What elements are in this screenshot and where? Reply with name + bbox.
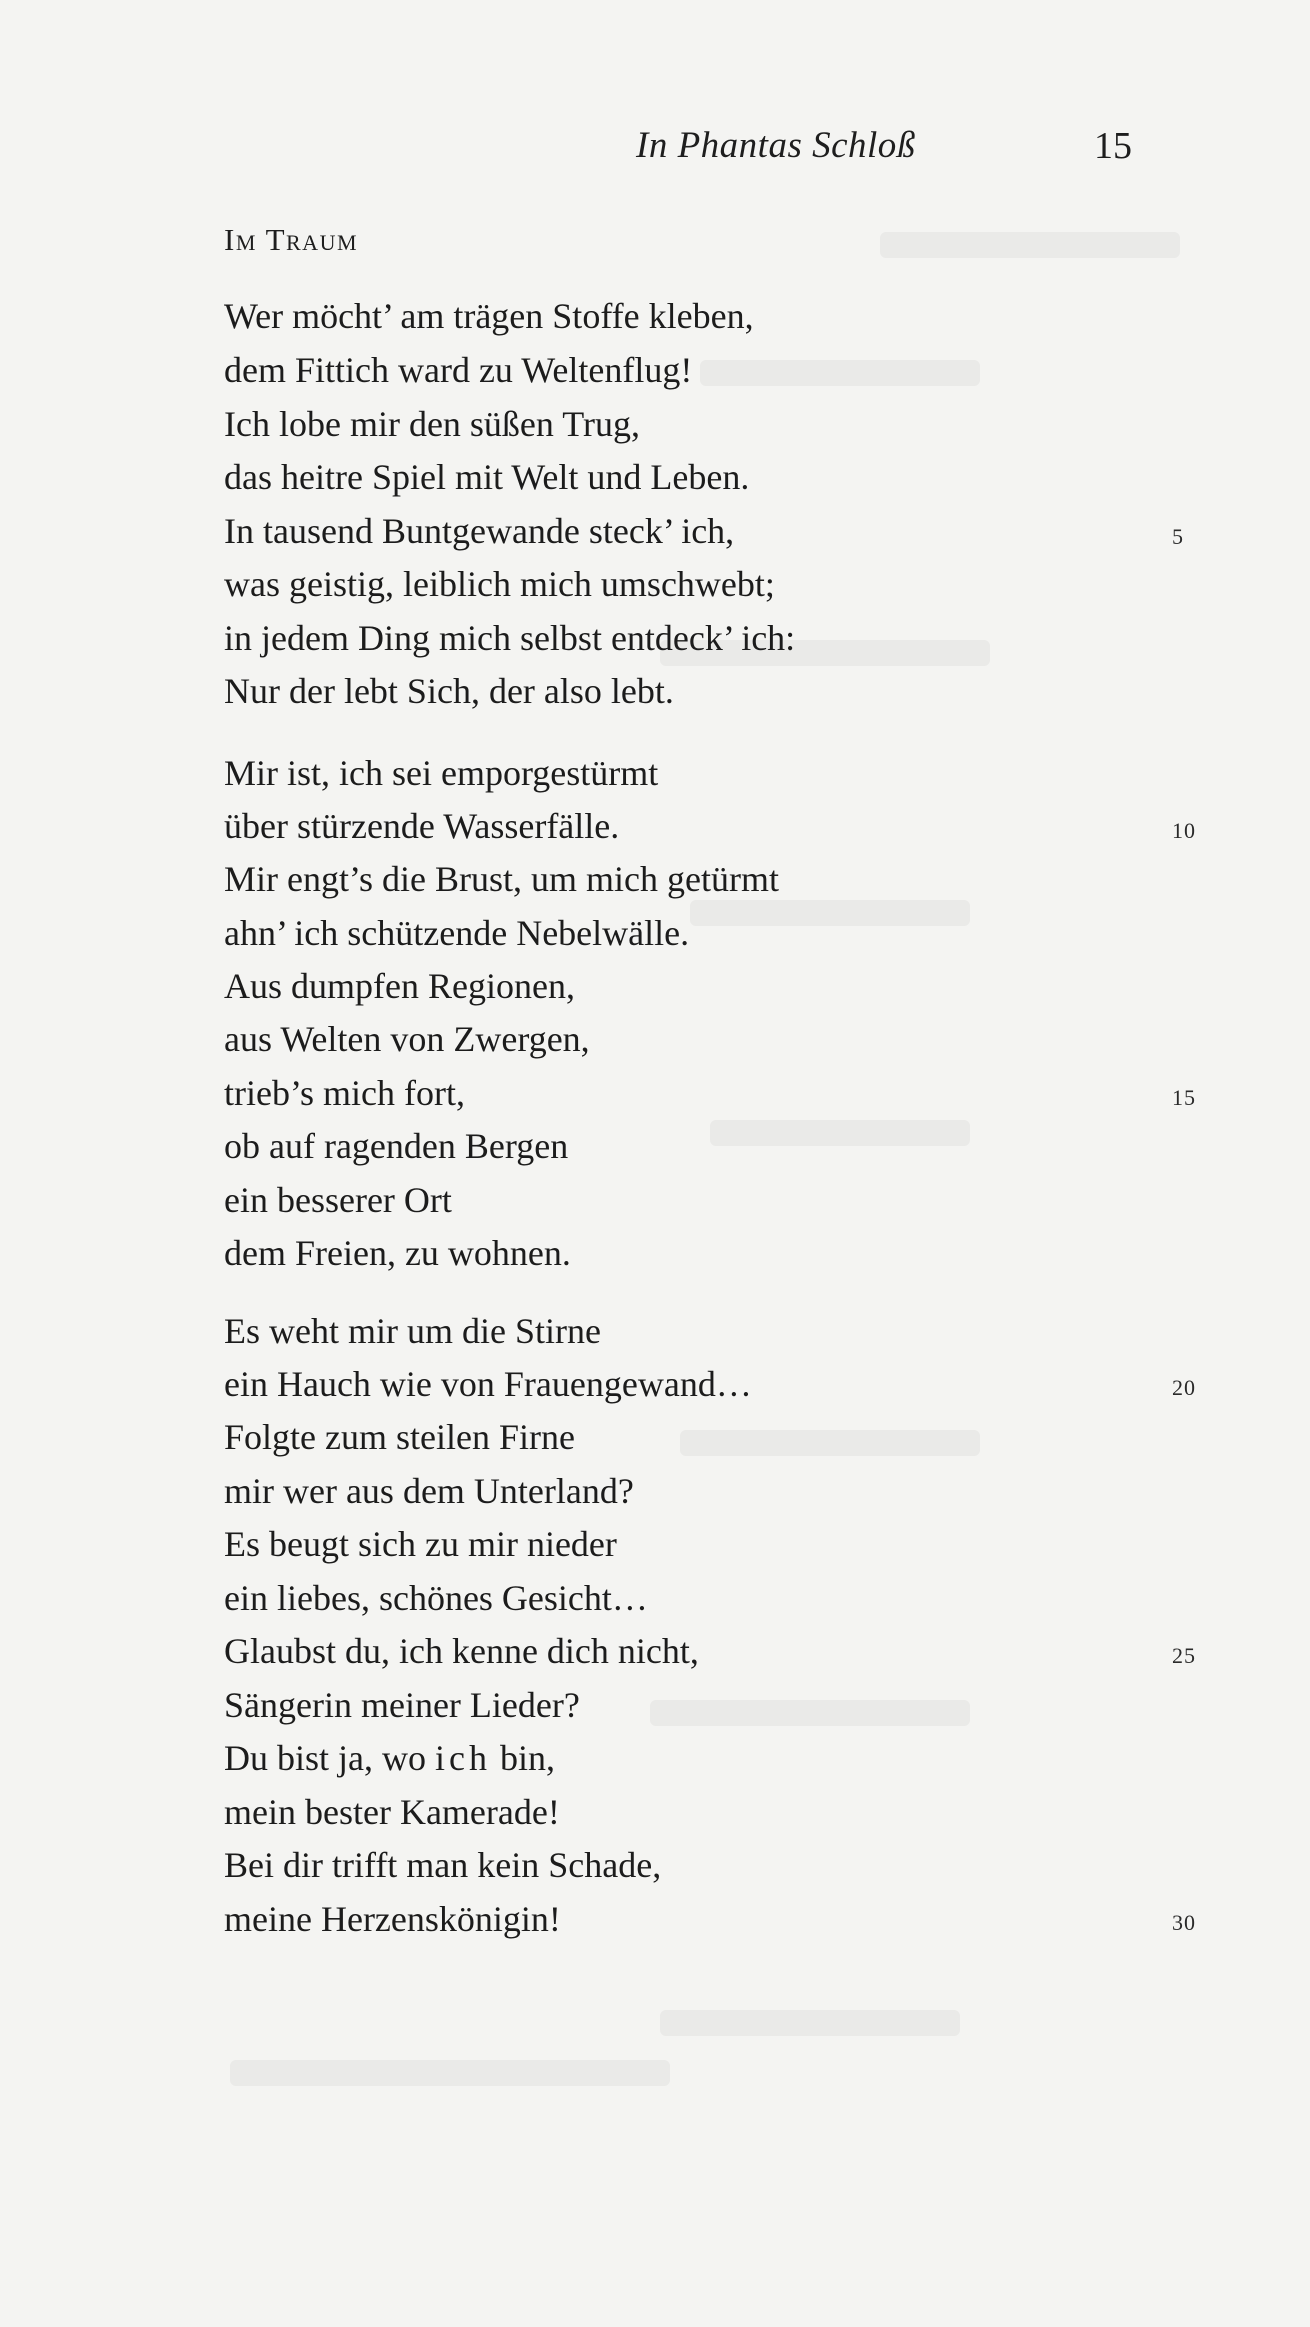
line-number-25: 25 [1172,1643,1196,1668]
poem-line-27-start: Du bist ja, wo [224,1738,435,1778]
poem-line-17: ein besserer Ort [224,1180,452,1220]
poem-title: Im Traum [224,222,359,257]
line-number-5: 5 [1172,524,1184,549]
line-number-20: 20 [1172,1375,1196,1400]
poem-line-23: Es beugt sich zu mir nieder [224,1524,617,1564]
poem-line-10: über stürzende Wasserfälle. [224,806,620,846]
poem-line-28: mein bester Kamerade! [224,1792,560,1832]
poem-line-7: in jedem Ding mich selbst entdeck’ ich: [224,618,796,658]
poem-line-24: ein liebes, schönes Gesicht… [224,1578,648,1618]
poem-line-22: mir wer aus dem Unterland? [224,1471,634,1511]
poem-line-27 [224,1737,555,1779]
poem-line-13: Aus dumpfen Regionen, [224,966,575,1006]
poem-line-30: meine Herzenskönigin! [224,1899,561,1939]
poem-line-12: ahn’ ich schützende Nebelwälle. [224,913,690,953]
poem-line-20: ein Hauch wie von Frauengewand… [224,1364,752,1404]
line-number-10: 10 [1172,818,1196,843]
poem-line-18: dem Freien, zu wohnen. [224,1233,571,1273]
emphasized-word: ich [435,1738,491,1778]
line-number-15: 15 [1172,1085,1196,1110]
poem-line-8: Nur der lebt Sich, der also lebt. [224,671,674,711]
poem-line-1: Wer möcht’ am trägen Stoffe kleben, [224,296,754,336]
poem-line-4: das heitre Spiel mit Welt und Leben. [224,457,750,497]
poem-line-29: Bei dir trifft man kein Schade, [224,1845,662,1885]
poem-line-3: Ich lobe mir den süßen Trug, [224,404,640,444]
poem-line-21: Folgte zum steilen Firne [224,1417,575,1457]
poem-line-2: dem Fittich ward zu Weltenflug! [224,350,693,390]
poem-line-26: Sängerin meiner Lieder? [224,1685,580,1725]
poem-line-15: trieb’s mich fort, [224,1073,465,1113]
running-title: In Phantas Schloß [636,125,916,166]
poem-line-5: In tausend Buntgewande steck’ ich, [224,511,735,551]
poem-line-16: ob auf ragenden Bergen [224,1126,569,1166]
page-number: 15 [1094,125,1132,167]
poem-line-14: aus Welten von Zwergen, [224,1019,590,1059]
poem-line-25: Glaubst du, ich kenne dich nicht, [224,1631,699,1671]
poem-line-9: Mir ist, ich sei emporgestürmt [224,753,659,793]
poem-line-27-end: bin, [490,1738,555,1778]
line-number-30: 30 [1172,1910,1196,1935]
poem-line-19: Es weht mir um die Stirne [224,1311,601,1351]
poem-line-11: Mir engt’s die Brust, um mich getürmt [224,859,779,899]
poem-line-6: was geistig, leiblich mich umschwebt; [224,564,775,604]
